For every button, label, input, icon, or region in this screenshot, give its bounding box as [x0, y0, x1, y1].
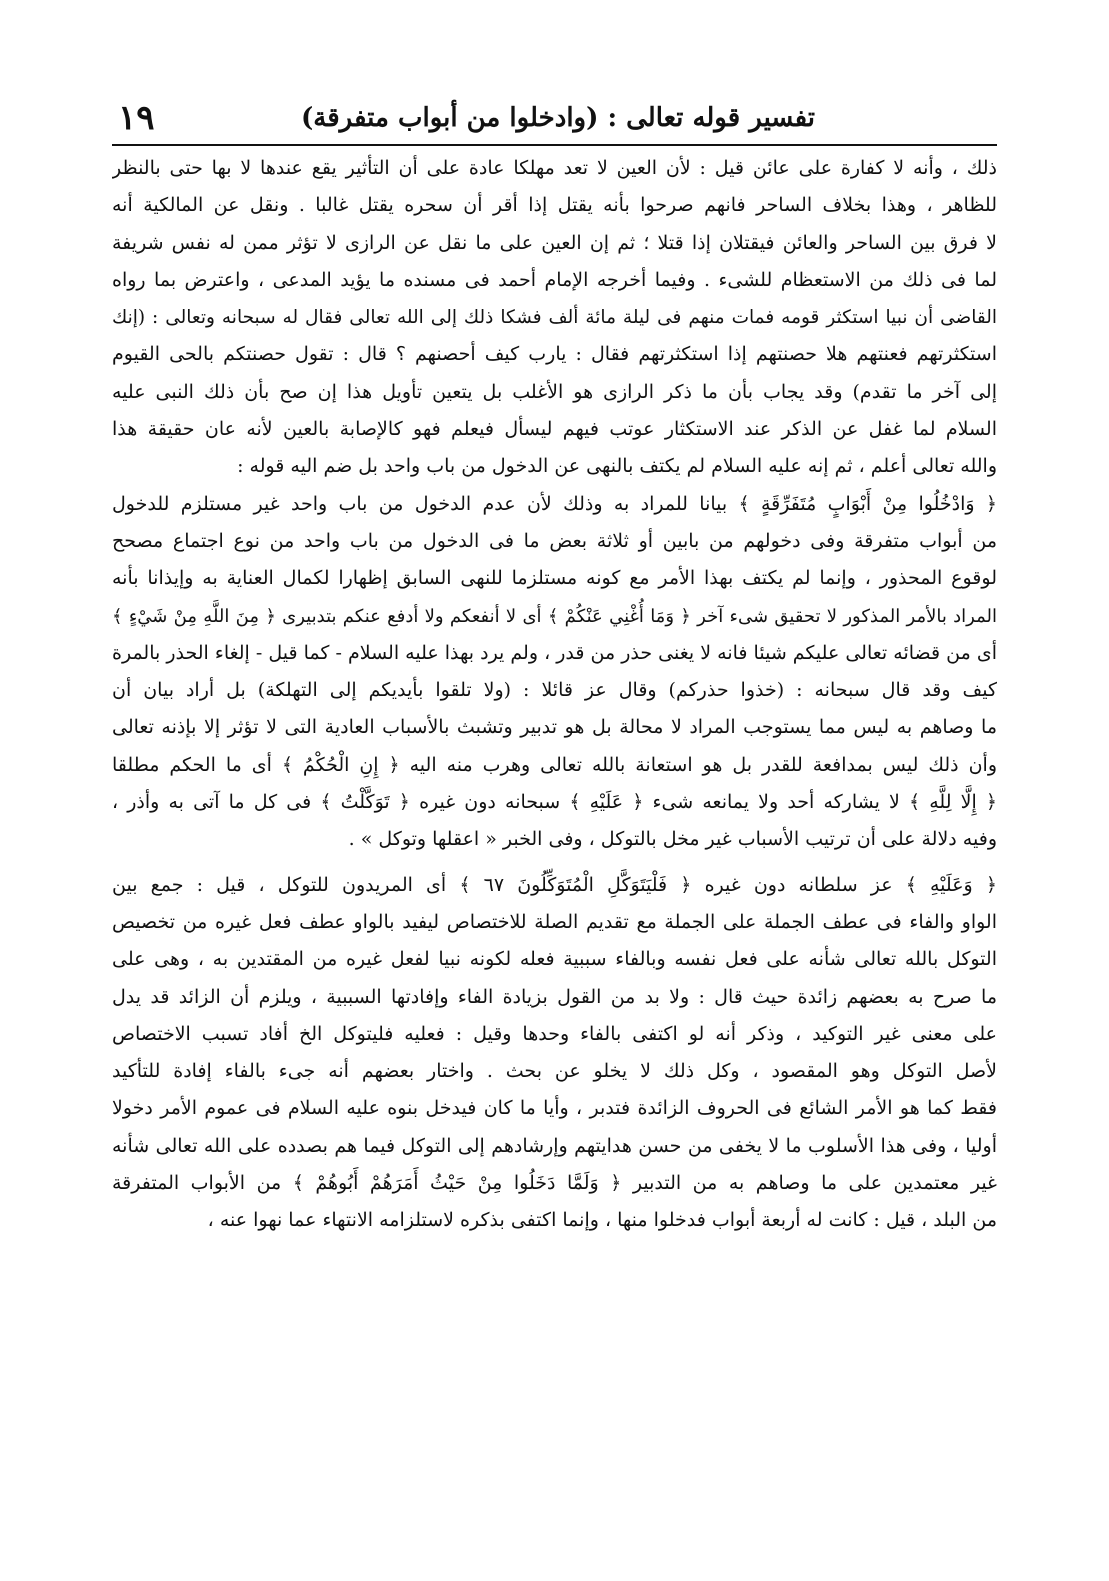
paragraph-2	[112, 486, 997, 859]
text-line: لأصل التوكل وهو المقصود ، وكل ذلك لا يخلو عن بحث . واختار بعضهم أنه جىء بالفاء إفادة للتأكيد	[112, 1060, 997, 1083]
text-line: لا فرق بين الساحر والعائن فيقتلان إذا قتلا ؛ ثم إن العين على ما نقل عن الرازى لا تؤثر ممن له نفس شريفة	[112, 231, 997, 254]
text-line: الواو والفاء فى عطف الجملة على الجملة مع تقديم الصلة للاختصاص ليفيد بالواو عطف فعل غيره من تخصيص	[112, 910, 997, 933]
running-title: تفسير قوله تعالى : (وادخلوا من أبواب متفرقة)	[301, 103, 815, 133]
text-line: ما صرح به بعضهم زائدة حيث قال : ولا بد من القول بزيادة الفاء وإفادتها السببية ، ويلزم أن الزائد قد يدل	[112, 985, 997, 1008]
text-line: ما وصاهم به ليس مما يستوجب المراد لا محالة بل هو تدبير وتشبث بالأسباب العادية التى لا تؤثر إلا بإذنه تعالى	[112, 716, 997, 739]
text-line: لوقوع المحذور ، وإنما لم يكتف بهذا الأمر مع كونه مستلزما للنهى السابق إظهارا لكمال العناية به وإيذانا بأنه	[112, 567, 997, 590]
text-line: القاضى أن نبيا استكثر قومه فمات منهم فى ليلة مائة ألف فشكا ذلك إلى الله تعالى فقال له سبحانه وتعالى : (إنك	[112, 307, 997, 329]
text-line: أى من قضائه تعالى عليكم شيئا فانه لا يغنى حذر من قدر ، ولم يرد بهذا عليه السلام - كما قيل - إلغاء الحذر بالمرة	[112, 641, 997, 664]
text-line: والله تعالى أعلم ، ثم إنه عليه السلام لم يكتف بالنهى عن الدخول من باب واحد بل ضم اليه قوله :	[237, 455, 997, 478]
text-line: إلى آخر ما تقدم) وقد يجاب بأن ما ذكر الرازى هو الأغلب بل يتعين تأويل هذا إن صح بأن ذلك النبى عليه	[112, 380, 997, 403]
text-line: للظاهر ، وهذا بخلاف الساحر فانهم صرحوا بأنه يقتل إذا أقر أن سحره يقتل غالبا . ونقل عن المالكية أنه	[112, 194, 997, 217]
text-line: وفيه دلالة على أن ترتيب الأسباب غير مخل بالتوكل ، وفى الخبر « اعقلها وتوكل » .	[348, 828, 997, 851]
text-line: وأن ذلك ليس بمدافعة للقدر بل هو استعانة بالله تعالى وهرب منه اليه ﴿ إِنِ الْحُكْمُ ﴾ أى ما الحكم مطلقا	[112, 753, 997, 776]
body-text	[112, 150, 997, 1240]
paragraph-gap	[112, 859, 997, 867]
text-line: التوكل بالله تعالى شأنه على فعل نفسه وبالفاء سببية فعله لكونه نبيا لفعل غيره من المقتدين به ، وهى على	[112, 948, 997, 971]
text-line: استكثرتهم فعنتهم هلا حصنتهم إذا استكثرتهم فقال : يارب كيف أحصنهم ؟ قال : تقول حصنتكم بالحى القيوم	[112, 343, 997, 366]
text-line: غير معتمدين على ما وصاهم به من التدبير ﴿ وَلَمَّا دَخَلُوا مِنْ حَيْثُ أَمَرَهُمْ أَبُوهُمْ ﴾ من الأبواب المتفرقة	[112, 1172, 997, 1195]
header-rule	[112, 144, 997, 146]
text-line: أوليا ، وفى هذا الأسلوب ما لا يخفى من حسن هدايتهم وإرشادهم إلى التوكل فيما هم بصدده على الله تعالى شأنه	[112, 1134, 997, 1157]
text-line: ﴿ وَادْخُلُوا مِنْ أَبْوَابٍ مُتَفَرِّقَةٍ ﴾ بيانا للمراد به وذلك لأن عدم الدخول من باب واحد غير مستلزم للدخول	[112, 492, 997, 515]
text-line: من أبواب متفرقة وفى دخولهم من بابين أو ثلاثة بعض ما فى الدخول من باب واحد من نوع اجتماع مصحح	[112, 529, 997, 552]
text-line: ﴿ وَعَلَيْهِ ﴾ عز سلطانه دون غيره ﴿ فَلْيَتَوَكَّلِ الْمُتَوَكِّلُونَ ٦٧ ﴾ أى المريدون للتوكل ، قيل : جمع بين	[112, 873, 997, 896]
text-line: المراد بالأمر المذكور لا تحقيق شىء آخر ﴿ وَمَا أُغْنِي عَنْكُمْ ﴾ أى لا أنفعكم ولا أدفع عنكم بتدبيرى ﴿ مِنَ اللَّهِ مِنْ شَيْءٍ ﴾	[112, 605, 997, 627]
text-line: كيف وقد قال سبحانه : (خذوا حذركم) وقال عز قائلا : (ولا تلقوا بأيديكم إلى التهلكة) بل أراد بيان أن	[112, 679, 997, 702]
text-line: من البلد ، قيل : كانت له أربعة أبواب فدخلوا منها ، وإنما اكتفى بذكره لاستلزامه الانتهاء عما نهوا عنه ،	[207, 1209, 997, 1232]
text-line: ﴿ إِلَّا لِلَّهِ ﴾ لا يشاركه أحد ولا يمانعه شىء ﴿ عَلَيْهِ ﴾ سبحانه دون غيره ﴿ تَوَكَّلْتُ ﴾ فى كل ما آتى به وأذر ،	[112, 791, 997, 814]
text-line: ذلك ، وأنه لا كفارة على عائن قيل : لأن العين لا تعد مهلكا عادة على أن التأثير يقع عندها لا بها حتى بالنظر	[112, 157, 997, 179]
text-line: فقط كما هو الأمر الشائع فى الحروف الزائدة فتدبر ، وأيا ما كان فيدخل بنوه عليه السلام فى عموم الأمر دخولا	[112, 1097, 997, 1120]
text-line: السلام لما غفل عن الذكر عند الاستكثار عوتب فيهم ليسأل فيعلم فهو كالإصابة بالعين لأنه عان حقيقة هذا	[112, 418, 997, 441]
text-line: على معنى غير التوكيد ، وذكر أنه لو اكتفى بالفاء وحدها وقيل : فعليه فليتوكل الخ أفاد تسبب الاختصاص	[112, 1022, 997, 1045]
page-header	[118, 96, 998, 140]
page-number: ١٩	[118, 98, 155, 138]
paragraph-1	[112, 150, 997, 486]
paragraph-3	[112, 867, 997, 1240]
text-line: لما فى ذلك من الاستعظام للشىء . وفيما أخرجه الإمام أحمد فى مسنده ما يؤيد المدعى ، واعترض بما رواه	[112, 268, 997, 291]
